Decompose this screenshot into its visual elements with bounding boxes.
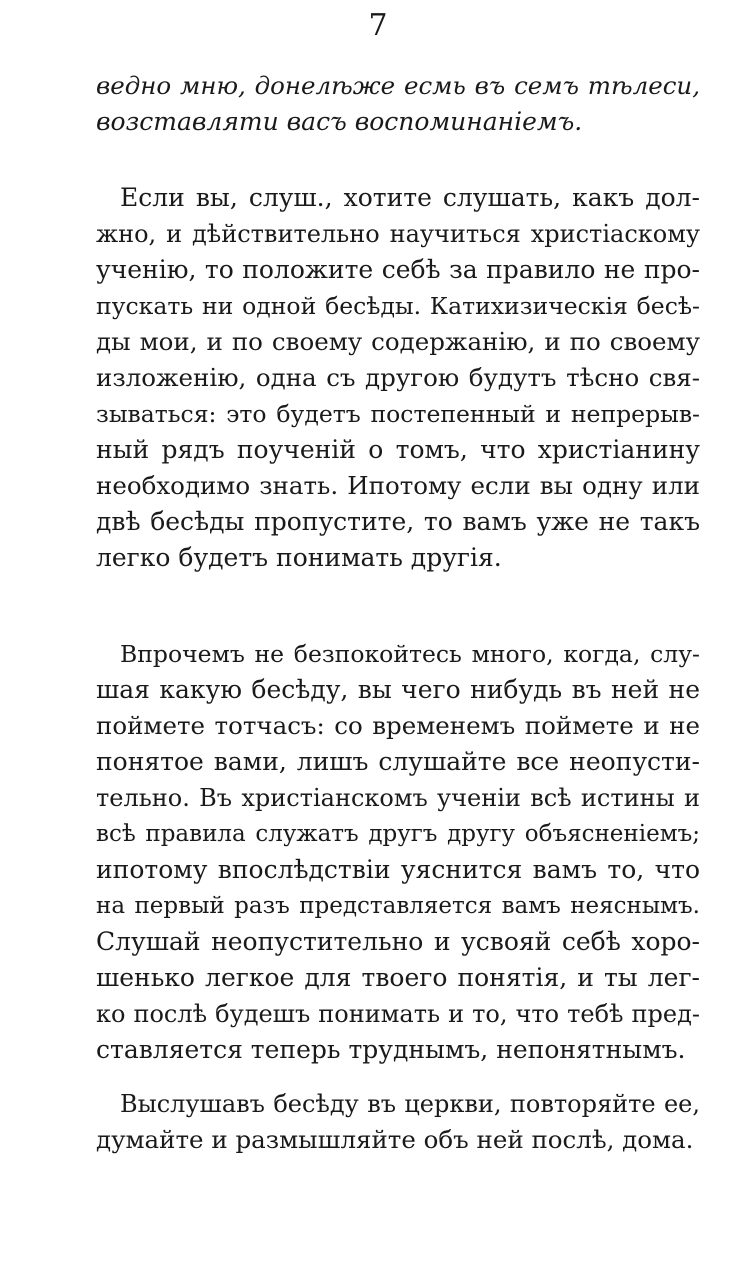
text-line: думайте и размышляйте объ ней послѣ, дома.	[96, 1125, 694, 1154]
text-line: ставляется теперь труднымъ, непонятнымъ.	[96, 1035, 686, 1064]
text-line: легко будетъ понимать другiя.	[96, 543, 502, 572]
text-line: понятое вами, лишъ слушайте все неопусти-	[96, 747, 700, 776]
text-line: жно, и дѣйствительно научиться христiаскому	[96, 220, 700, 248]
text-line: шенько легкое для твоего понятiя, и ты лег-	[96, 963, 700, 992]
text-line: на первый разъ представляется вамъ неяснымъ.	[96, 893, 700, 919]
text-line: тельно. Въ христiанскомъ ученiи всѣ истины и	[96, 784, 700, 812]
text-line: ведно мню, донелѣже есмь въ семъ тѣлеси,	[96, 71, 700, 100]
text-line: изложенiю, одна съ другою будутъ тѣсно свя-	[96, 363, 700, 392]
text-line: всѣ правила служатъ другъ другу объясненiемъ;	[96, 821, 700, 847]
text-line: шая какую бесѣду, вы чего нибудь въ ней не	[96, 675, 700, 704]
text-line: пускать ни одной бесѣды. Катихизическiя бесѣ-	[96, 292, 700, 320]
paragraph-4	[96, 1086, 700, 1158]
text-line: Выслушавъ бесѣду въ церкви, повторяйте ее,	[120, 1090, 700, 1118]
text-line: зываться: это будетъ постепенный и непрерыв-	[96, 400, 700, 428]
text-line: Слушай неопустительно и усвояй себѣ хоро-	[96, 927, 700, 956]
paragraph-continuation	[96, 68, 700, 140]
paragraph-3	[96, 636, 700, 1068]
text-line: Впрочемъ не безпокойтесь много, когда, слу-	[120, 640, 700, 668]
text-line: ко послѣ будешъ понимать и то, что тебѣ пред-	[96, 1000, 700, 1028]
page-number: 7	[368, 8, 388, 43]
text-line: ный рядъ поученiй о томъ, что христiанину	[96, 435, 700, 464]
text-line: возставляти васъ воспоминанiемъ.	[96, 107, 583, 136]
text-line: поймете тотчасъ: со временемъ поймете и не	[96, 711, 700, 740]
text-line: необходимо знать. Ипотому если вы одну или	[96, 471, 700, 500]
text-line: ученiю, то положите себѣ за правило не про-	[96, 255, 700, 284]
text-line: ипотому впослѣдствiи уяснится вамъ то, что	[96, 855, 700, 884]
text-line: ды мои, и по своему содержанiю, и по своему	[96, 327, 700, 356]
text-line: Если вы, слуш., хотите слушать, какъ дол-	[120, 183, 700, 212]
text-line: двѣ бесѣды пропустите, то вамъ уже не такъ	[96, 507, 700, 536]
paragraph-2	[96, 180, 700, 576]
